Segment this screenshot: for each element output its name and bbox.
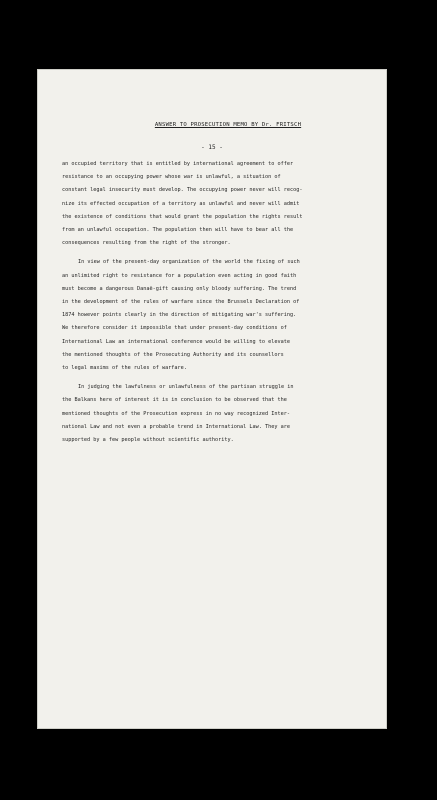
text-line: the existence of conditions that would grant the population the rights result xyxy=(62,213,303,220)
text-line: supported by a few people without scientific authority. xyxy=(62,437,234,444)
text-line: national Law and not even a probable trend in International Law. They are xyxy=(62,423,290,430)
document-header: ANSWER TO PROSECUTION MEMO BY Dr. FRITSCH xyxy=(154,122,302,128)
text-line: We therefore consider it impossible that under present-day conditions of xyxy=(62,325,287,332)
text-line: to legal maxims of the rules of warfare. xyxy=(62,365,187,372)
text-line: the mentioned thoughts of the Prosecuting Authority and its counsellors xyxy=(62,351,284,358)
page-number: - 15 - xyxy=(201,144,223,151)
text-line: 1874 however points clearly in the direction of mitigating war's suffering. xyxy=(62,312,297,319)
text-line: an occupied territory that is entitled by international agreement to offer xyxy=(62,161,294,167)
text-line: must become a dangerous Danaë-gift causing only bloody suffering. The trend xyxy=(62,285,297,292)
text-line: an unlimited right to resistance for a population even acting in good faith xyxy=(62,272,297,279)
text-line: resistance to an occupying power whose war is unlawful, a situation of xyxy=(62,174,281,181)
text-line: in the development of the rules of warfare since the Brussels Declaration of xyxy=(62,299,300,306)
text-line: International Law an international conference would be willing to elevate xyxy=(62,338,290,345)
text-line: In judging the lawfulness or unlawfulness of the partisan struggle in xyxy=(78,384,294,391)
text-line: consequences resulting from the right of the stronger. xyxy=(62,240,231,247)
text-line: mentioned thoughts of the Prosecution express in no way recognized Inter- xyxy=(62,410,290,417)
text-line: constant legal insecurity must develop. The occupying power never will recog- xyxy=(62,187,303,194)
paragraph-3 xyxy=(62,381,366,447)
paragraph-2 xyxy=(62,256,366,375)
text-line: the Balkans here of interest it is in conclusion to be observed that the xyxy=(62,397,287,404)
document-body xyxy=(62,158,366,453)
text-line: nize its effected occupation of a territory as unlawful and never will admit xyxy=(62,200,300,207)
text-line: from an unlawful occupation. The population then will have to bear all the xyxy=(62,227,294,234)
text-line: In view of the present-day organization of the world the fixing of such xyxy=(78,259,300,266)
paragraph-1 xyxy=(62,158,366,250)
document-page xyxy=(38,70,386,728)
